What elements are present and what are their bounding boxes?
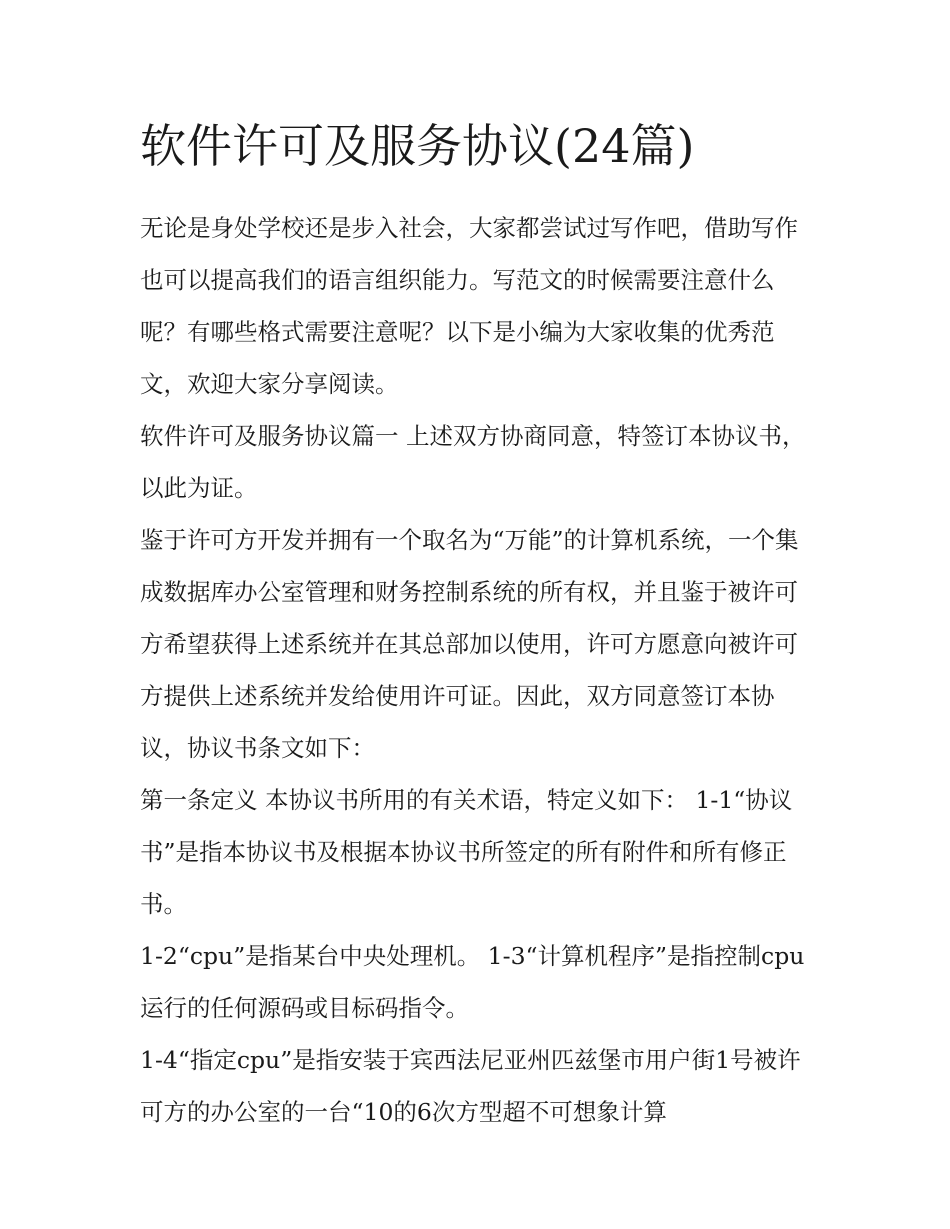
document-page [140, 112, 812, 1138]
paragraph-definition-cpu: 1-2“cpu”是指某台中央处理机。 1-3“计算机程序”是指控制cpu运行的任何源码或目标码指令。 [140, 942, 805, 1022]
paragraph-recitals: 鉴于许可方开发并拥有一个取名为“万能”的计算机系统，一个集成数据库办公室管理和财务控制系统的所有权，并且鉴于被许可方希望获得上述系统并在其总部加以使用，许可方愿意向被许可方提供上述系统并发给使用许可证。因此，双方同意签订本协议，协议书条文如下： [140, 526, 799, 762]
document-title: 软件许可及服务协议(24篇) [140, 119, 695, 173]
paragraph-chapter-one: 软件许可及服务协议篇一 上述双方协商同意，特签订本协议书，以此为证。 [140, 422, 806, 502]
paragraph-article-one-definitions: 第一条定义 本协议书所用的有关术语，特定义如下： 1-1“协议书”是指本协议书及根据本协议书所签定的所有附件和所有修正书。 [140, 786, 793, 918]
paragraph-intro: 无论是身处学校还是步入社会，大家都尝试过写作吧，借助写作也可以提高我们的语言组织能力。写范文的时候需要注意什么呢？有哪些格式需要注意呢？以下是小编为大家收集的优秀范文，欢迎大家分享阅读。 [140, 214, 798, 398]
paragraph-definition-designated-cpu: 1-4“指定cpu”是指安装于宾西法尼亚州匹兹堡市用户街1号被许可方的办公室的一台“10的6次方型超不可想象计算 [140, 1046, 801, 1126]
